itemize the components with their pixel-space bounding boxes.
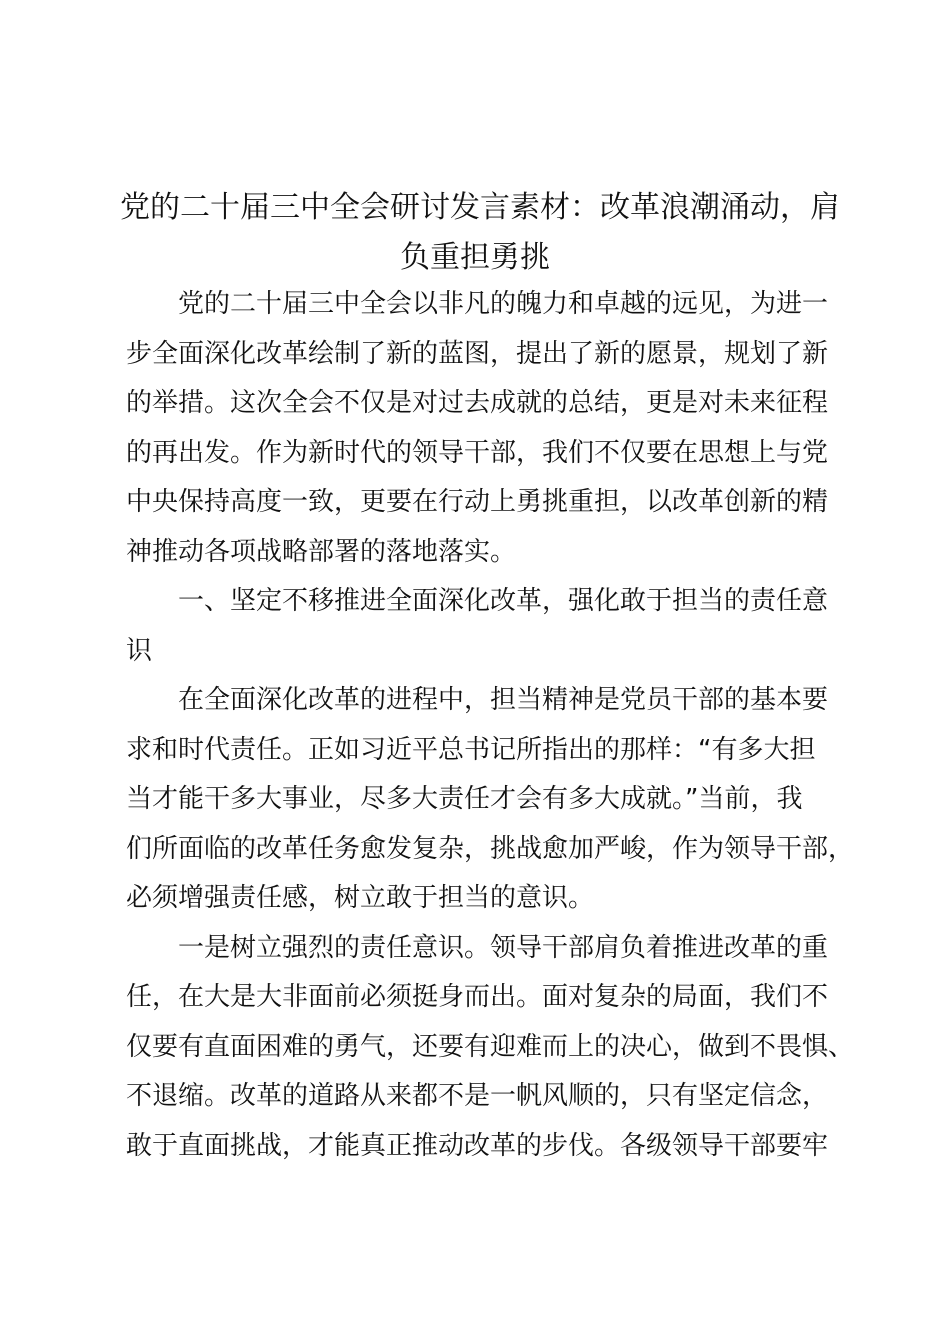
text-line: 步全面深化改革绘制了新的蓝图，提出了新的愿景，规划了新 [126,338,829,369]
paragraph-responsibility [126,676,855,924]
text-line: 神推动各项战略部署的落地落实。 [126,536,517,567]
text-line: 识 [126,635,153,666]
text-line: 们所面临的改革任务愈发复杂，挑战愈加严峻，作为领导干部， [126,833,855,864]
title-line: 党的二十届三中全会研讨发言素材：改革浪潮涌动，肩 [120,190,840,225]
section-heading [126,577,846,676]
text-line: 任，在大是大非面前必须挺身而出。面对复杂的局面，我们不 [126,982,829,1012]
text-line: 在全面深化改革的进程中，担当精神是党员干部的基本要 [178,685,829,715]
text-line: 敢于直面挑战，才能真正推动改革的步伐。各级领导干部要牢 [126,1130,829,1161]
text-line: 一、坚定不移推进全面深化改革，强化敢于担当的责任意 [178,586,829,616]
paragraph-intro [126,280,846,577]
text-line: 不退缩。改革的道路从来都不是一帆风顺的，只有坚定信念， [126,1081,829,1111]
text-line: 中央保持高度一致，更要在行动上勇挑重担，以改革创新的精 [126,487,829,517]
document-title [120,183,840,283]
text-line: 仅要有直面困难的勇气，还要有迎难而上的决心，做到不畏惧、 [126,1031,855,1062]
text-line: 必须增强责任感，树立敢于担当的意识。 [126,883,595,913]
text-line: 一是树立强烈的责任意识。领导干部肩负着推进改革的重 [178,932,829,963]
text-line: 求和时代责任。正如习近平总书记所指出的那样：“有多大担 [126,734,816,765]
paragraph-point-one [126,924,855,1172]
document-body [126,280,855,1171]
text-line: 当才能干多大事业，尽多大责任才会有多大成就。”当前，我 [126,784,803,814]
text-line: 的举措。这次全会不仅是对过去成就的总结，更是对未来征程 [126,388,829,418]
text-line: 的再出发。作为新时代的领导干部，我们不仅要在思想上与党 [126,437,829,468]
text-line: 党的二十届三中全会以非凡的魄力和卓越的远见，为进一 [178,289,829,319]
title-line: 负重担勇挑 [400,240,550,275]
